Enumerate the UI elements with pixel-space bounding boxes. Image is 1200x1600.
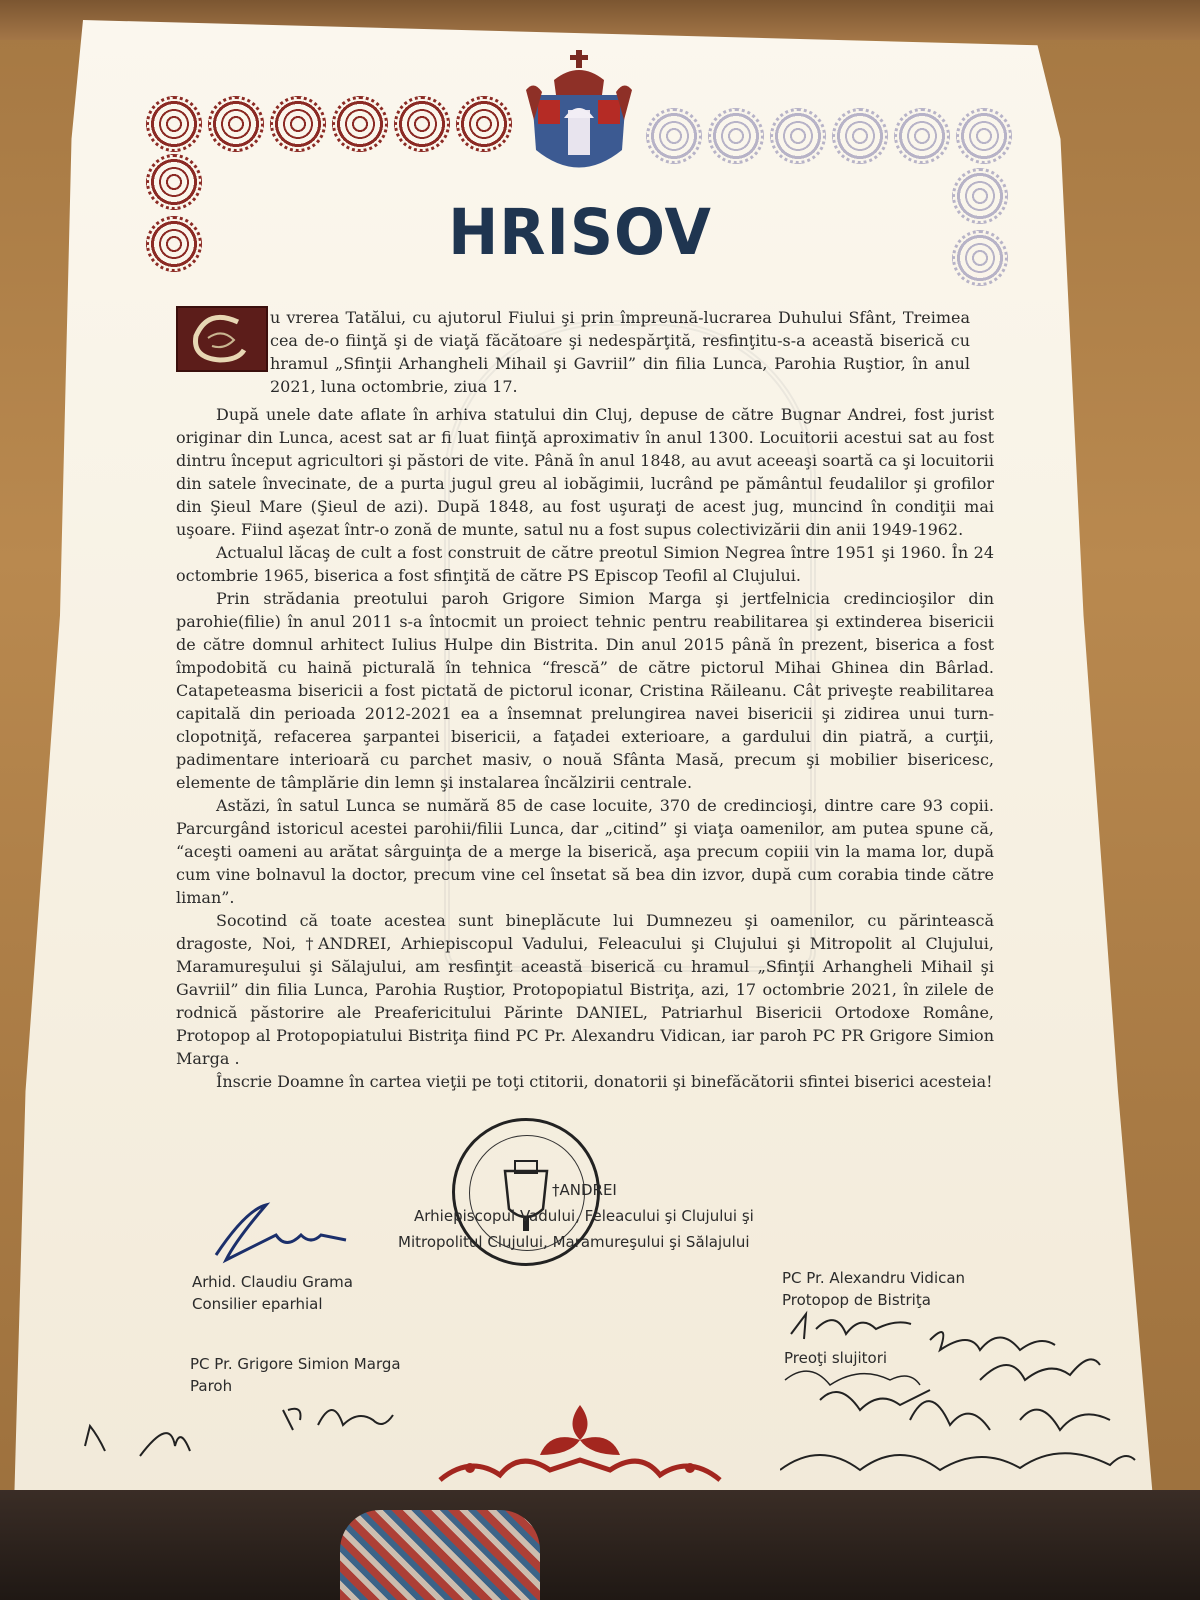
- dragon-initial-icon: [178, 308, 266, 370]
- embroidery-pattern: [340, 1510, 540, 1600]
- rosette-icon: [146, 216, 202, 272]
- consilier-role: Consilier eparhial: [192, 1295, 323, 1313]
- document-title: HRISOV: [448, 196, 712, 270]
- preoti-label: Preoţi slujitori: [784, 1349, 888, 1367]
- rosette-icon: [394, 96, 450, 152]
- rosette-icon: [832, 108, 888, 164]
- paroh-name: PC Pr. Grigore Simion Marga: [190, 1355, 401, 1373]
- ornament-column-right: [952, 168, 1008, 286]
- rosette-icon: [456, 96, 512, 152]
- paragraph-prayer: Înscrie Doamne în cartea vieţii pe toţi ctitorii, donatorii şi binefăcătorii sfintei biserici acesteia!: [216, 1072, 993, 1091]
- metropolitan-title-line2: Mitropolitul Clujului, Maramureşului şi Sălajului: [398, 1233, 750, 1251]
- rosette-icon: [952, 230, 1008, 286]
- rosette-icon: [146, 154, 202, 210]
- paragraph-intro: u vrerea Tatălui, cu ajutorul Fiului şi prin împreună-lucrarea Duhului Sfânt, Treimea cea de-o fiinţă şi de viaţă făcătoare şi nedespărţită, resfinţitu-s-a această biserică cu hramul „Sfinţii Arhangheli Mihail şi Gavriil” din filia Lunca, Parohia Ruştior, în anul 2021, luna octombrie, ziua 17.: [270, 308, 970, 396]
- consilier-signature-icon: [206, 1200, 356, 1270]
- rosette-icon: [952, 168, 1008, 224]
- rosette-icon: [146, 96, 202, 152]
- rosette-icon: [956, 108, 1012, 164]
- rosette-icon: [770, 108, 826, 164]
- ornament-row-left: [146, 96, 512, 152]
- paragraph-consecration: Socotind că toate acestea sunt bineplăcute lui Dumnezeu şi oamenilor, cu părintească dragoste, Noi, †ANDREI, Arhiepiscopul Vadului, Feleacului şi Clujului şi Mitropolit al Clujului, Maramureşului şi Sălajului, am resfinţit această biserică cu hramul „Sfinţii Arhangheli Mihail şi Gavriil” din filia Lunca, Parohia Ruştior, Protopopiatul Bistriţa, azi, 17 octombrie 2021, în zilele de rodnică păstorire ale Preafericitului Părinte DANIEL, Patriarhul Bisericii Ortodoxe Române, Protopop al Protopopiatului Bistriţa fiind PC Pr. Alexandru Vidican, iar paroh PC PR Grigore Simion Marga .: [176, 911, 994, 1068]
- ornament-row-right: [646, 108, 1012, 164]
- paroh-signature-icon: [278, 1390, 398, 1440]
- metropolitan-title-line1: Arhiepiscopul Vadului, Feleacului şi Clujului şi: [414, 1207, 754, 1225]
- paragraph-construction: Actualul lăcaş de cult a fost construit de către preotul Simion Negrea între 1951 şi 1960. În 24 octombrie 1965, biserica a fost sfinţită de către PS Episcop Teofil al Clujului.: [176, 543, 994, 585]
- priests-signatures-icon: [780, 1320, 1140, 1490]
- document-body: [176, 403, 994, 1093]
- protopop-role: Protopop de Bistriţa: [782, 1291, 931, 1309]
- paragraph-rehabilitation: Prin strădania preotului paroh Grigore Simion Marga şi jertfelnicia credincioşilor din parohie(filie) în anul 2011 s-a întocmit un proiect tehnic pentru reabilitarea şi extinderea bisericii de către domnul arhitect Iulius Hulpe din Bistrita. Din anul 2015 până în prezent, biserica a fost împodobită cu haină picturală în tehnica “frescă” de către pictorul Mihai Ghinea din Bârlad. Catapeteasma bisericii a fost pictată de pictorul iconar, Cristina Răileanu. Cât priveşte reabilitarea capitală din perioada 2012-2021 ea a însemnat prelungirea navei bisericii şi zidirea unui turn-clopotniţă, refacerea şarpantei bisericii, a faţadei exterioare, a gardului din piatră, a curţii, padimentare interioară cu parchet masiv, o nouă Sfânta Masă, precum şi mobilier bisericesc, elemente de tâmplărie din lemn şi instalarea încălzirii centrale.: [176, 589, 994, 792]
- paragraph-history: După unele date aflate în arhiva statului din Cluj, depuse de către Bugnar Andrei, fost jurist originar din Lunca, acest sat ar fi luat fiinţă aproximativ în anul 1300. Locuitorii acestui sat au fost dintru început agricultori şi păstori de vite. Până în anul 1848, au avut aceeaşi soartă ca şi locuitorii din satele învecinate, de a purta jugul greu al iobăgimii, lucrând pe pământul feudalilor şi grofilor din Şieul Mare (Şieul de azi). După 1848, au fost uşuraţi de acest jug, muncind în condiţii mai uşoare. Fiind aşezat într-o zonă de munte, satul nu a fost supus colectivizării din anii 1949-1962.: [176, 405, 994, 539]
- ornament-column-left: [146, 154, 202, 272]
- extra-signature-icon: [80, 1406, 200, 1466]
- rosette-icon: [332, 96, 388, 152]
- rosette-icon: [270, 96, 326, 152]
- rosette-icon: [894, 108, 950, 164]
- metropolitan-name: †ANDREI: [552, 1181, 617, 1199]
- paroh-role: Paroh: [190, 1377, 233, 1395]
- protopop-name: PC Pr. Alexandru Vidican: [782, 1269, 966, 1287]
- tablecloth-foreground: [0, 1490, 1200, 1600]
- rosette-icon: [708, 108, 764, 164]
- consilier-name: Arhid. Claudiu Grama: [192, 1273, 353, 1291]
- paragraph-today: Astăzi, în satul Lunca se numără 85 de case locuite, 370 de credincioşi, dintre care 93 copii. Parcurgând istoricul acestei parohii/filii Lunca, dar „citind” şi viaţa oamenilor, am putea spune că, “aceşti oameni au arătat sârguinţa de a merge la biserică, aşa precum copiii vin la mama lor, după cum vine bolnavul la doctor, precum vine cel însetat să bea din izvor, după cum corabia tinde către liman”.: [176, 796, 994, 907]
- archdiocese-crest-icon: [524, 50, 634, 185]
- rosette-icon: [646, 108, 702, 164]
- illuminated-initial: [176, 306, 268, 372]
- bottom-floral-ornament-icon: [430, 1400, 730, 1488]
- rosette-icon: [208, 96, 264, 152]
